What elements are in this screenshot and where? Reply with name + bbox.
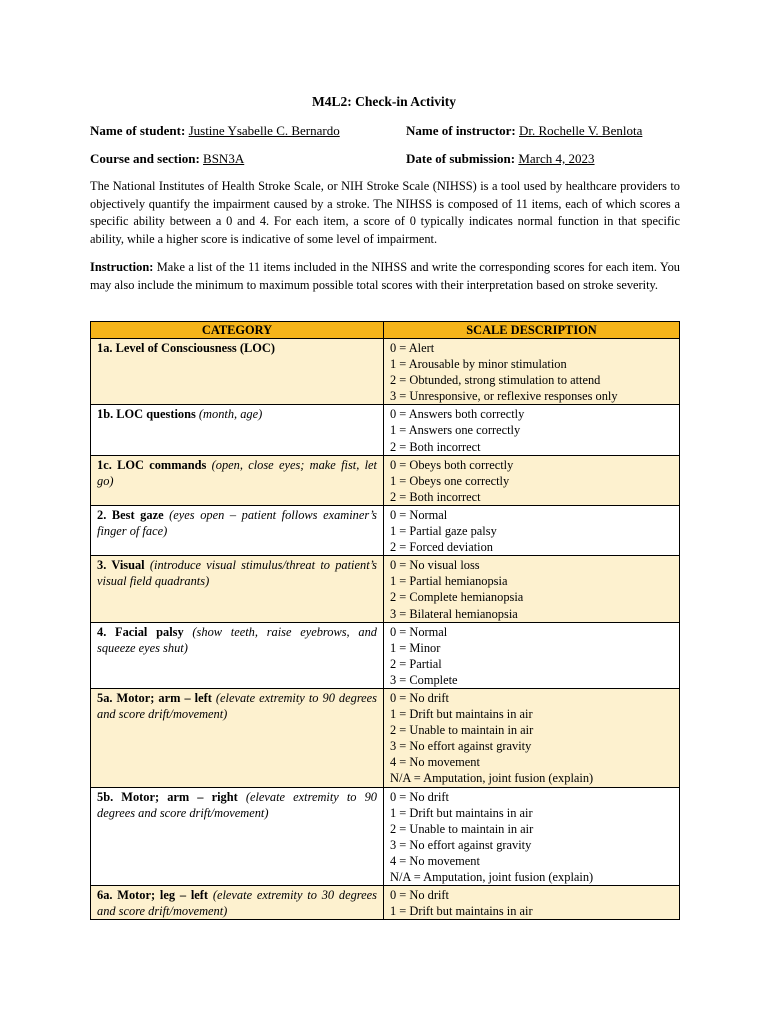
student-name: Justine Ysabelle C. Bernardo: [188, 123, 340, 138]
scale-line: 0 = Alert: [390, 341, 435, 355]
scale-description-cell: [384, 339, 680, 405]
scale-description-cell: [384, 688, 680, 787]
scale-description-cell: [384, 405, 680, 455]
table-row: [91, 339, 680, 405]
scale-line: 2 = Unable to maintain in air: [390, 821, 534, 836]
scale-description-cell: [384, 622, 680, 688]
category-cell: [91, 505, 384, 555]
category-title: 1a. Level of Consciousness (LOC): [97, 341, 275, 355]
scale-description-cell: [384, 505, 680, 555]
table-row: [91, 405, 680, 455]
date-field: [406, 151, 595, 167]
intro-paragraph: The National Institutes of Health Stroke Scale, or NIH Stroke Scale (NIHSS) is a tool used by healthcare providers to objectively quantify the impairment caused by a stroke. The NIHSS is composed of 11 items, each of which scores a specific ability between a 0 and 4. For each item, a score of 0 typically indicates normal function in that specific ability, while a higher score is indicative of some level of impairment.: [90, 179, 680, 246]
category-title: 3. Visual: [97, 558, 145, 573]
nihss-table: [90, 321, 680, 920]
scale-line: 0 = Answers both correctly: [390, 407, 525, 422]
scale-description-cell: [384, 455, 680, 505]
category-note: (elevate extremity to 90 degrees and score drift/movement): [97, 690, 377, 722]
table-row: [91, 688, 680, 787]
category-title: 1b. LOC questions: [97, 407, 196, 422]
scale-line: 0 = No drift: [390, 690, 449, 705]
scale-line: 3 = Unresponsive, or reflexive responses only: [390, 389, 618, 404]
course-label: Course and section:: [90, 151, 200, 166]
category-title: 6a. Motor; leg – left: [97, 888, 209, 903]
scale-line: 1 = Answers one correctly: [390, 423, 521, 438]
student-field: [90, 123, 340, 139]
scale-line: 3 = No effort against gravity: [390, 837, 532, 852]
scale-line: 2 = Obtunded, strong stimulation to attend: [390, 373, 601, 388]
scale-line: 2 = Unable to maintain in air: [390, 723, 534, 738]
meta-row-names: [90, 123, 690, 141]
scale-description-cell: [384, 556, 680, 622]
scale-line: 3 = No effort against gravity: [390, 739, 532, 754]
scale-line: 1 = Arousable by minor stimulation: [390, 357, 567, 372]
scale-description-cell: [384, 886, 680, 920]
category-cell: [91, 688, 384, 787]
category-title: 5b. Motor; arm – right: [97, 789, 238, 804]
category-cell: [91, 622, 384, 688]
table-row: [91, 787, 680, 886]
scale-line: 0 = Normal: [390, 624, 448, 639]
scale-line: 0 = No drift: [390, 789, 449, 804]
category-note: (eyes open – patient follows examiner’s finger of face): [97, 507, 377, 539]
instruction-text: Make a list of the 11 items included in the NIHSS and write the corresponding scores for each item. You may also include the minimum to maximum possible total scores with their interpretation based on stroke severity.: [90, 260, 680, 292]
instructor-name: Dr. Rochelle V. Benlota: [519, 123, 643, 138]
category-note: (introduce visual stimulus/threat to patient’s visual field quadrants): [97, 558, 377, 589]
scale-line: 4 = No movement: [390, 853, 480, 868]
instructor-label: Name of instructor:: [406, 123, 516, 138]
scale-line: N/A = Amputation, joint fusion (explain): [390, 771, 594, 786]
category-title: 1c. LOC commands: [97, 457, 207, 472]
scale-line: 2 = Both incorrect: [390, 439, 481, 454]
header-scale-description: SCALE DESCRIPTION: [384, 322, 680, 339]
scale-line: 0 = No visual loss: [390, 558, 480, 573]
scale-line: 1 = Obeys one correctly: [390, 473, 510, 488]
course-field: [90, 151, 244, 167]
student-label: Name of student:: [90, 123, 186, 138]
category-cell: [91, 886, 384, 920]
category-note: (open, close eyes; make fist, let go): [97, 457, 377, 488]
scale-line: 3 = Bilateral hemianopsia: [390, 606, 518, 621]
category-cell: [91, 405, 384, 455]
category-cell: [91, 455, 384, 505]
category-note: (month, age): [198, 407, 263, 422]
scale-line: 2 = Partial: [390, 656, 442, 671]
table-header-row: [91, 322, 680, 339]
instructor-field: [406, 123, 642, 139]
scale-line: 1 = Drift but maintains in air: [390, 805, 533, 820]
table-row: [91, 505, 680, 555]
scale-line: 0 = No drift: [390, 888, 449, 903]
table-row: [91, 886, 680, 920]
course-value: BSN3A: [203, 151, 245, 166]
scale-description-cell: [384, 787, 680, 886]
scale-line: 2 = Forced deviation: [390, 540, 493, 555]
category-note: (elevate extremity to 90 degrees and score drift/movement): [97, 789, 377, 820]
meta-row-course: [90, 151, 690, 169]
scale-line: 2 = Both incorrect: [390, 489, 481, 504]
category-title: 4. Facial palsy: [97, 624, 184, 639]
scale-line: N/A = Amputation, joint fusion (explain): [390, 870, 594, 884]
category-cell: [91, 339, 384, 405]
category-title: 2. Best gaze: [97, 507, 164, 522]
scale-line: 1 = Partial gaze palsy: [390, 524, 497, 539]
scale-line: 1 = Drift but maintains in air: [390, 707, 533, 722]
scale-line: 4 = No movement: [390, 755, 480, 770]
scale-line: 2 = Complete hemianopsia: [390, 590, 524, 605]
header-category: CATEGORY: [91, 322, 384, 339]
scale-line: 1 = Drift but maintains in air: [390, 904, 533, 919]
scale-line: 0 = Normal: [390, 507, 448, 522]
category-title: 5a. Motor; arm – left: [97, 690, 212, 705]
table-row: [91, 622, 680, 688]
instruction-label: Instruction:: [90, 260, 154, 274]
table-row: [91, 556, 680, 622]
instruction-paragraph: [90, 259, 680, 294]
scale-line: 1 = Partial hemianopsia: [390, 574, 508, 589]
category-note: (show teeth, raise eyebrows, and squeeze eyes shut): [97, 624, 377, 655]
date-value: March 4, 2023: [518, 151, 595, 166]
scale-line: 1 = Minor: [390, 640, 441, 655]
category-note: (elevate extremity to 30 degrees and score drift/movement): [97, 888, 377, 919]
category-cell: [91, 556, 384, 622]
scale-line: 3 = Complete: [390, 672, 458, 687]
date-label: Date of submission:: [406, 151, 516, 166]
category-cell: [91, 787, 384, 886]
page-title: M4L2: Check-in Activity: [312, 94, 456, 109]
scale-line: 0 = Obeys both correctly: [390, 457, 514, 472]
table-row: [91, 455, 680, 505]
